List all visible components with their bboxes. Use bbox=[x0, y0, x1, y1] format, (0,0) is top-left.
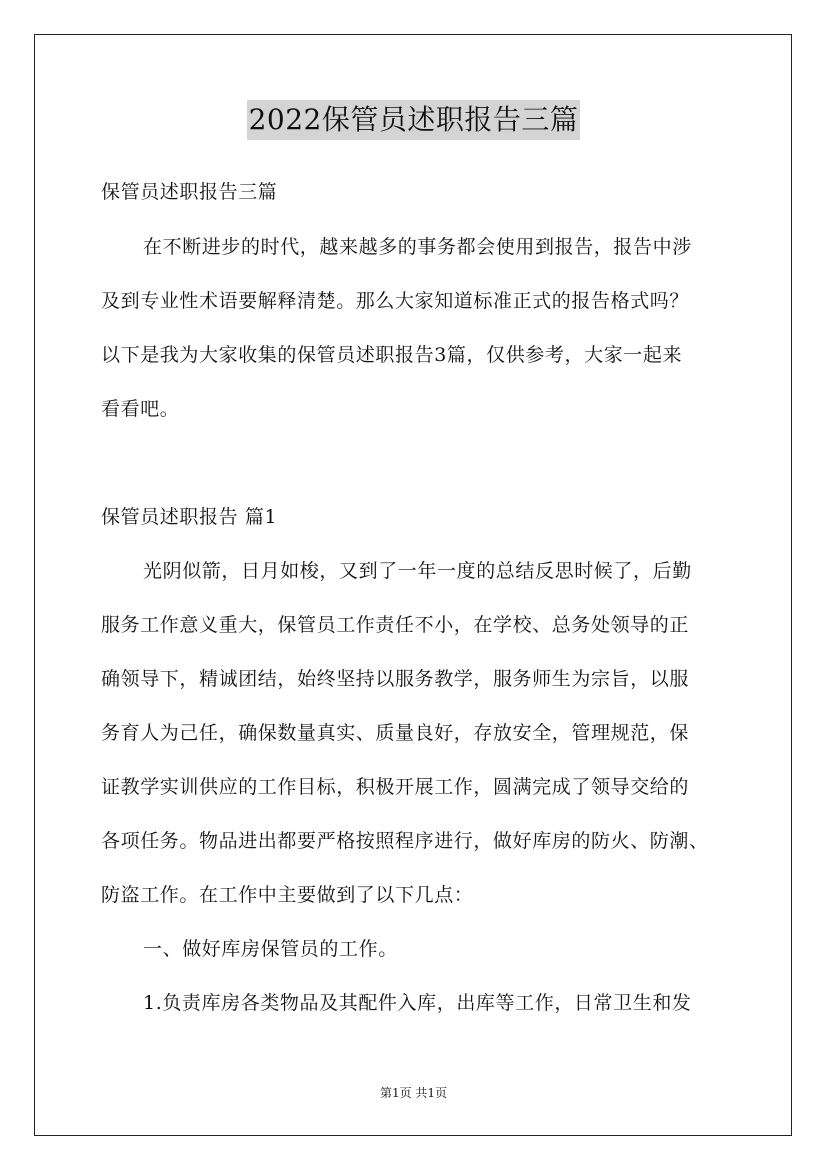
body-line: 确领导下，精诚团结，始终坚持以服务教学，服务师生为宗旨，以服 bbox=[101, 668, 690, 690]
title-container bbox=[0, 100, 827, 140]
intro-line: 及到专业性术语要解释清楚。那么大家知道标准正式的报告格式吗？ bbox=[101, 290, 690, 312]
intro-line: 看看吧。 bbox=[101, 398, 180, 420]
intro-line: 以下是我为大家收集的保管员述职报告3篇，仅供参考，大家一起来 bbox=[101, 344, 683, 366]
body-line: 光阴似箭，日月如梭，又到了一年一度的总结反思时候了，后勤 bbox=[143, 560, 692, 582]
body-line: 务育人为己任，确保数量真实、质量良好，存放安全，管理规范，保 bbox=[101, 722, 690, 744]
body-line: 各项任务。物品进出都要严格按照程序进行，做好库房的防火、防潮、 bbox=[101, 830, 709, 852]
intro-line: 在不断进步的时代，越来越多的事务都会使用到报告，报告中涉 bbox=[143, 236, 692, 258]
body-line: 证教学实训供应的工作目标，积极开展工作，圆满完成了领导交给的 bbox=[101, 776, 690, 798]
point-item: 1.负责库房各类物品及其配件入库，出库等工作，日常卫生和发 bbox=[143, 992, 692, 1014]
section-heading: 保管员述职报告 篇1 bbox=[101, 506, 278, 528]
point-heading: 一、做好库房保管员的工作。 bbox=[143, 938, 398, 960]
document-subtitle: 保管员述职报告三篇 bbox=[101, 181, 278, 203]
body-line: 服务工作意义重大，保管员工作责任不小，在学校、总务处领导的正 bbox=[101, 614, 690, 636]
document-title: 2022保管员述职报告三篇 bbox=[247, 100, 581, 140]
page-number-footer: 第1页 共1页 bbox=[379, 1086, 448, 1100]
body-line: 防盗工作。在工作中主要做到了以下几点： bbox=[101, 884, 474, 906]
